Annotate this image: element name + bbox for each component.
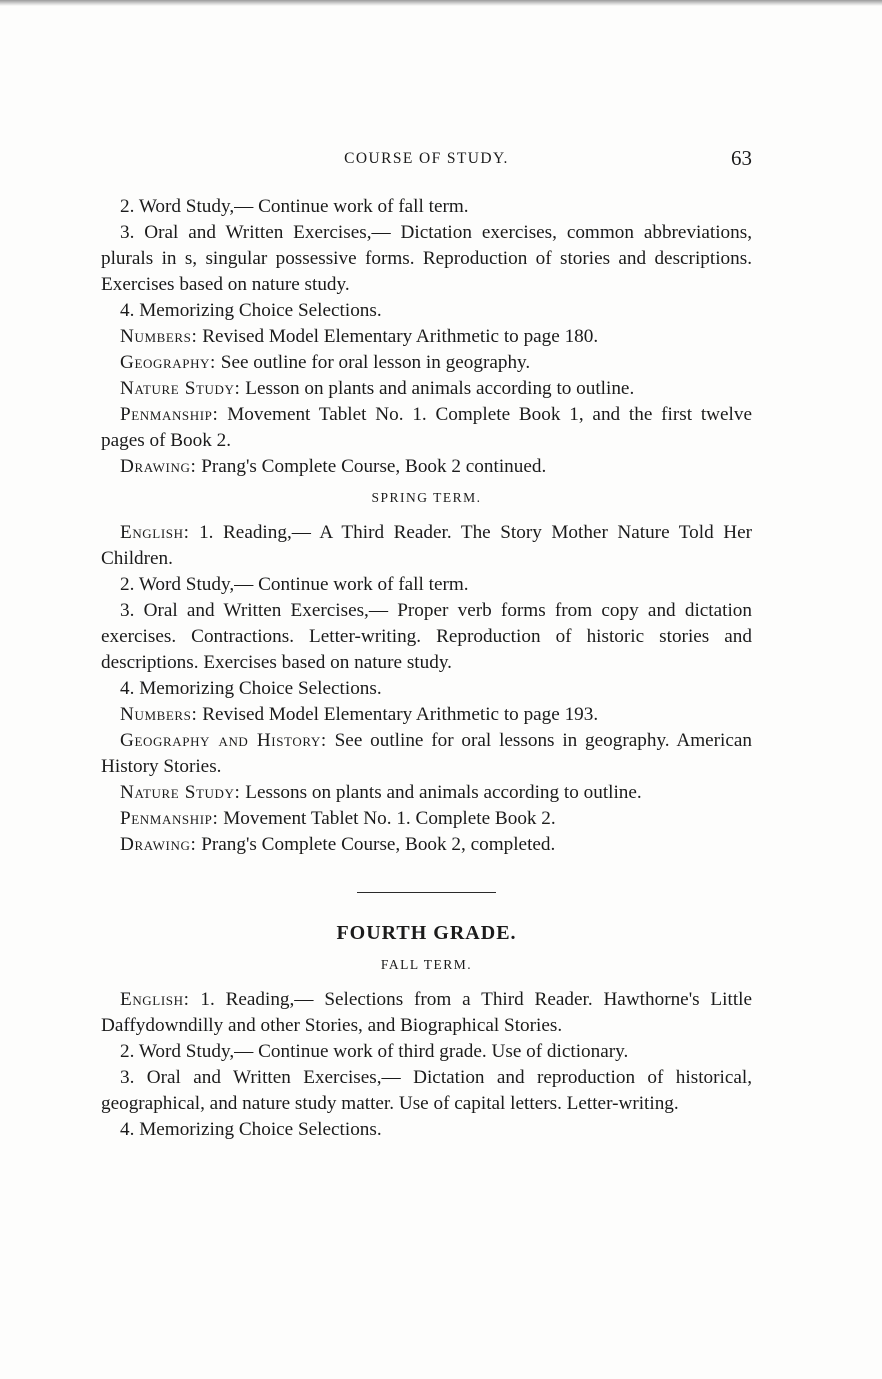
continuation-item-penmanship: Penmanship: Movement Tablet No. 1. Complete Book 1, and the first twelve pages of Book 2. [101, 404, 752, 451]
spring-item-memorizing: 4. Memorizing Choice Selections. [120, 678, 382, 699]
spring-term-section [101, 520, 752, 858]
spring-item-nature-study: Nature Study: Lessons on plants and animals according to outline. [120, 782, 642, 803]
subject-label: Numbers: [120, 704, 198, 725]
continuation-item-nature-study: Nature Study: Lesson on plants and animals according to outline. [120, 378, 635, 399]
subject-label: Drawing: [120, 834, 197, 855]
spring-item-oral-written: 3. Oral and Written Exercises,— Proper verb forms from copy and dictation exercises. Contractions. Letter-writing. Reproduction of historic stories and descriptions. Exercises based on nature study. [101, 600, 752, 673]
scan-edge [0, 0, 882, 6]
continuation-item-drawing: Drawing: Prang's Complete Course, Book 2 continued. [120, 456, 547, 477]
spring-item-english: English: 1. Reading,— A Third Reader. The Story Mother Nature Told Her Children. [101, 522, 752, 569]
spring-item-penmanship: Penmanship: Movement Tablet No. 1. Complete Book 2. [120, 808, 556, 829]
continuation-item-numbers: Numbers: Revised Model Elementary Arithmetic to page 180. [120, 326, 599, 347]
spring-item-geography-history: Geography and History: See outline for oral lessons in geography. American History Stories. [101, 730, 752, 777]
subject-label: Geography and History: [120, 730, 327, 751]
continuation-item-geography: Geography: See outline for oral lesson in geography. [120, 352, 531, 373]
fourth-item-memorizing: 4. Memorizing Choice Selections. [120, 1119, 382, 1140]
fall-term-heading: FALL TERM. [380, 957, 473, 972]
subject-label: Penmanship: [120, 404, 219, 425]
subject-label: Geography: [120, 352, 216, 373]
subject-label: Numbers: [120, 326, 198, 347]
fourth-grade-heading: FOURTH GRADE. [336, 922, 517, 944]
continuation-item-oral-written: 3. Oral and Written Exercises,— Dictation exercises, common abbreviations, plurals in s, singular possessive forms. Reproduction of stories and descriptions. Exercises based on nature study. [101, 222, 752, 295]
spring-item-drawing: Drawing: Prang's Complete Course, Book 2, completed. [120, 834, 556, 855]
spring-term-heading: SPRING TERM. [371, 490, 482, 505]
subject-label: English: [120, 522, 190, 543]
fourth-item-word-study: 2. Word Study,— Continue work of third grade. Use of dictionary. [120, 1041, 629, 1062]
continuation-section [101, 194, 752, 480]
fourth-item-english: English: 1. Reading,— Selections from a Third Reader. Hawthorne's Little Daffydowndilly and other Stories, and Biographical Stories. [101, 989, 752, 1036]
subject-label: English: [120, 989, 190, 1010]
subject-label: Nature Study: [120, 378, 241, 399]
subject-label: Drawing: [120, 456, 197, 477]
running-head [101, 146, 752, 172]
page-number: 63 [731, 146, 752, 170]
body-text [101, 194, 752, 1143]
continuation-item-word-study: 2. Word Study,— Continue work of fall term. [120, 196, 469, 217]
running-title: COURSE OF STUDY. [344, 150, 509, 167]
continuation-item-memorizing: 4. Memorizing Choice Selections. [120, 300, 382, 321]
fourth-grade-section [101, 987, 752, 1143]
section-divider [357, 892, 496, 893]
subject-label: Nature Study: [120, 782, 241, 803]
spring-item-numbers: Numbers: Revised Model Elementary Arithmetic to page 193. [120, 704, 599, 725]
spring-item-word-study: 2. Word Study,— Continue work of fall term. [120, 574, 469, 595]
fourth-item-oral-written: 3. Oral and Written Exercises,— Dictation and reproduction of historical, geographical, and nature study matter. Use of capital letters. Letter-writing. [101, 1067, 752, 1114]
subject-label: Penmanship: [120, 808, 219, 829]
